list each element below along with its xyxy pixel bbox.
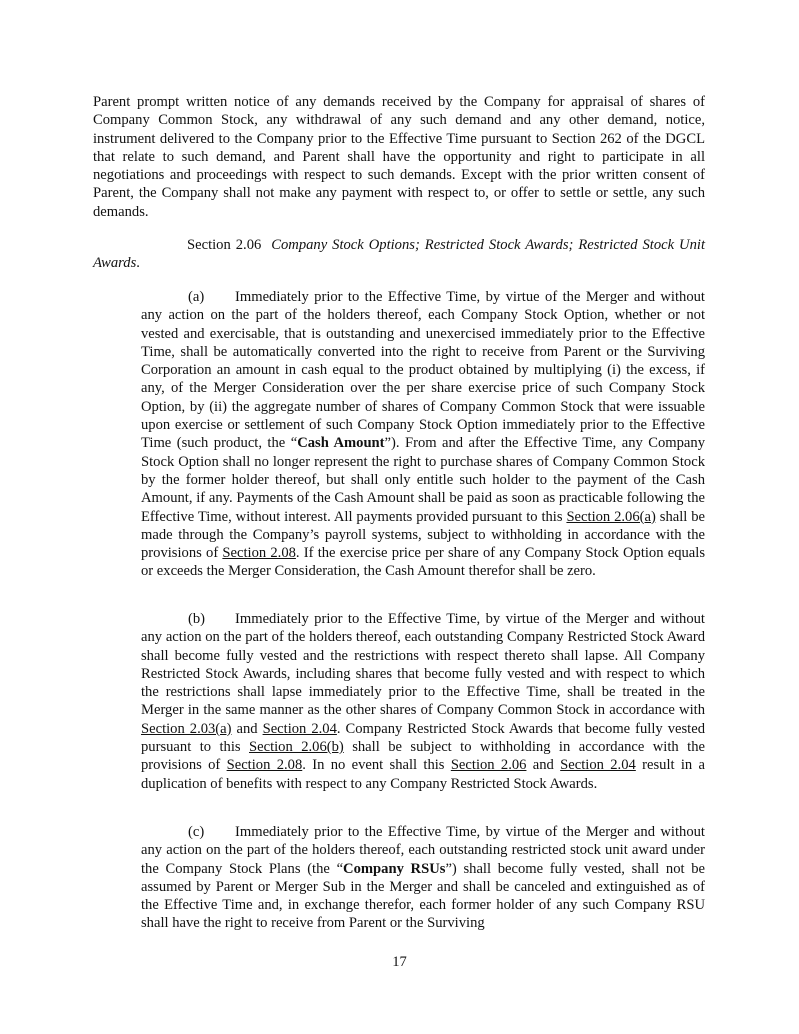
- paragraph-text: and: [231, 720, 263, 737]
- paragraph-text: . Company Restricted Stock Awards that become fully vested pursuant to this: [141, 720, 705, 756]
- page-number: 17: [392, 954, 407, 970]
- section-reference: Section 2.06(b): [249, 739, 344, 756]
- section-reference: Section 2.04: [262, 720, 337, 737]
- paragraph-label: (a): [188, 289, 205, 305]
- section-title-period: .: [136, 255, 140, 272]
- paragraph-text: Immediately prior to the Effective Time, by virtue of the Merger and without any action on the part of the holders thereof, each outstanding restricted stock unit award under the Company Stock Plans (the “: [141, 824, 705, 877]
- section-reference: Section 2.06(a): [566, 508, 656, 525]
- section-reference: Section 2.03(a): [141, 720, 232, 737]
- paragraph-text: Immediately prior to the Effective Time, by virtue of the Merger and without any action on the part of the holders thereof, each Company Stock Option, whether or not vested and exercisable, that is outstanding and unexercised immediately prior to the Effective Time, shall be automatically converted into the right to receive from Parent or the Surviving Corporation an amount in cash equal to the product obtained by multiplying (i) the excess, if any, of the Merger Consideration over the per share exercise price of such Company Stock Option, by (ii) the aggregate number of shares of Company Common Stock that were issuable upon exercise or settlement of such Company Stock Option immediately prior to the Effective Time (such product, the “: [141, 289, 705, 452]
- paragraph-a: [141, 288, 705, 581]
- defined-term: Company RSUs: [343, 860, 446, 877]
- paragraph-text: shall be made through the Company’s payroll systems, subject to withholding in accordance with the provisions of: [141, 508, 705, 562]
- section-number: Section 2.06: [187, 237, 262, 253]
- section-reference: Section 2.08: [226, 757, 303, 774]
- paragraph-text: ”). From and after the Effective Time, any Company Stock Option shall no longer represent the right to purchase shares of Company Common Stock by the former holder thereof, but shall only entitle such holder to the payment of the Cash Amount, if any. Payments of the Cash Amount shall be paid as soon as practicable following the Effective Time, without interest. All payments provided pursuant to this: [141, 435, 705, 525]
- intro-paragraph: [93, 93, 705, 221]
- paragraph-text: . In no event shall this: [302, 757, 451, 774]
- defined-term: Cash Amount: [297, 435, 385, 452]
- section-reference: Section 2.04: [560, 757, 636, 774]
- paragraph-text: ”) shall become fully vested, shall not be assumed by Parent or Merger Sub in the Merger and shall be canceled and extinguished as of the Effective Time and, in exchange therefor, each former holder of any such Company RSU shall have the right to receive from Parent or the Surviving: [141, 860, 706, 932]
- paragraph-b: [141, 610, 705, 793]
- paragraph-label: (b): [188, 611, 206, 627]
- section-reference: Section 2.08: [222, 545, 296, 562]
- paragraph-text: and: [526, 757, 561, 774]
- section-heading: [93, 236, 705, 273]
- section-title: Company Stock Options; Restricted Stock Awards; Restricted Stock Unit Awards: [93, 237, 706, 272]
- paragraph-text: Immediately prior to the Effective Time, by virtue of the Merger and without any action on the part of the holders thereof, each outstanding Company Restricted Stock Award shall become fully vested and the restrictions with respect thereto shall lapse. All Company Restricted Stock Awards, including shares that become fully vested and with respect to which the restrictions shall lapse immediately prior to the Effective Time, shall be treated in the Merger in the same manner as the other shares of Company Common Stock in accordance with: [141, 611, 705, 719]
- paragraph-label: (c): [188, 824, 205, 840]
- section-reference: Section 2.06: [450, 757, 527, 774]
- paragraph-text: shall be subject to withholding in accordance with the provisions of: [141, 739, 705, 774]
- paragraph-text: . If the exercise price per share of any Company Stock Option equals or exceeds the Merger Consideration, the Cash Amount therefor shall be zero.: [141, 545, 706, 580]
- paragraph-text: result in a duplication of benefits with respect to any Company Restricted Stock Awards.: [141, 757, 706, 792]
- intro-text: Parent prompt written notice of any demands received by the Company for appraisal of shares of Company Common Stock, any withdrawal of any such demand and any other demand, notice, instrument delivered to the Company prior to the Effective Time pursuant to Section 262 of the DGCL that relate to such demand, and Parent shall have the opportunity and right to participate in all negotiations and proceedings with respect to such demands. Except with the prior written consent of Parent, the Company shall not make any payment with respect to, or offer to settle or settle, any such demands.: [93, 94, 705, 220]
- paragraph-c: [141, 823, 705, 933]
